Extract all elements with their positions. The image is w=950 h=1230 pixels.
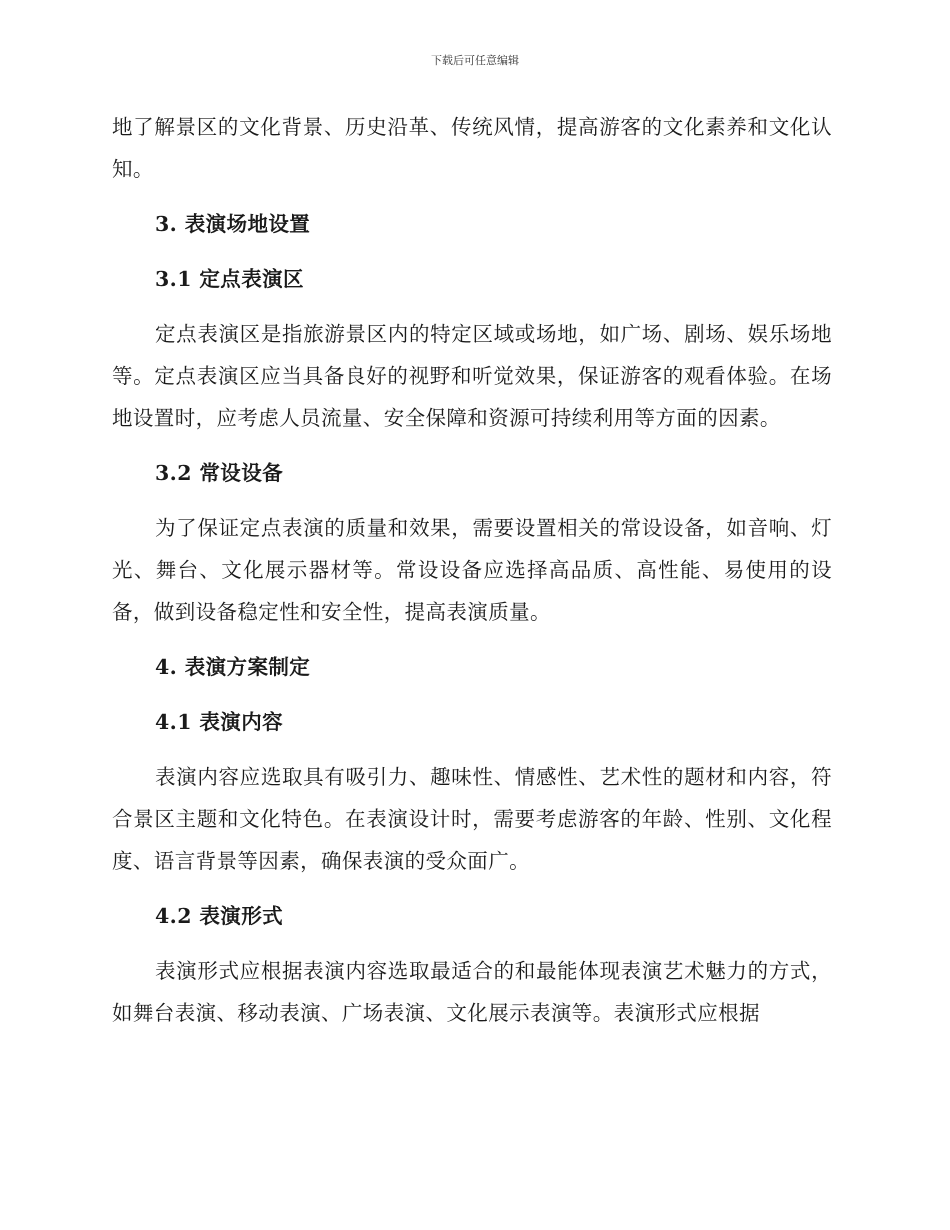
paragraph-performance-content: 表演内容应选取具有吸引力、趣味性、情感性、艺术性的题材和内容，符合景区主题和文化特色。在表演设计时，需要考虑游客的年龄、性别、文化程度、语言背景等因素，确保表演的受众面广。 — [112, 765, 832, 873]
paragraph-fixed-venue: 定点表演区是指旅游景区内的特定区域或场地，如广场、剧场、娱乐场地等。定点表演区应当具备良好的视野和听觉效果，保证游客的观看体验。在场地设置时，应考虑人员流量、安全保障和资源可持续利用等方面的因素。 — [112, 322, 832, 430]
paragraph-permanent-equipment: 为了保证定点表演的质量和效果，需要设置相关的常设设备，如音响、灯光、舞台、文化展示器材等。常设设备应选择高品质、高性能、易使用的设备，做到设备稳定性和安全性，提高表演质量。 — [112, 516, 832, 624]
section-heading-3: 3. 表演场地设置 — [155, 212, 311, 236]
page-header: 下载后可任意编辑 — [431, 54, 519, 67]
subsection-heading-3-2: 3.2 常设设备 — [155, 461, 284, 485]
paragraph-continuation: 地了解景区的文化背景、历史沿革、传统风情，提高游客的文化素养和文化认知。 — [112, 115, 832, 181]
subsection-heading-4-2: 4.2 表演形式 — [155, 904, 284, 928]
paragraph-performance-form: 表演形式应根据表演内容选取最适合的和最能体现表演艺术魅力的方式，如舞台表演、移动表演、广场表演、文化展示表演等。表演形式应根据 — [112, 959, 832, 1025]
section-heading-4: 4. 表演方案制定 — [155, 655, 311, 679]
subsection-heading-3-1: 3.1 定点表演区 — [155, 267, 304, 291]
document-body — [112, 106, 832, 1047]
subsection-heading-4-1: 4.1 表演内容 — [155, 710, 284, 734]
